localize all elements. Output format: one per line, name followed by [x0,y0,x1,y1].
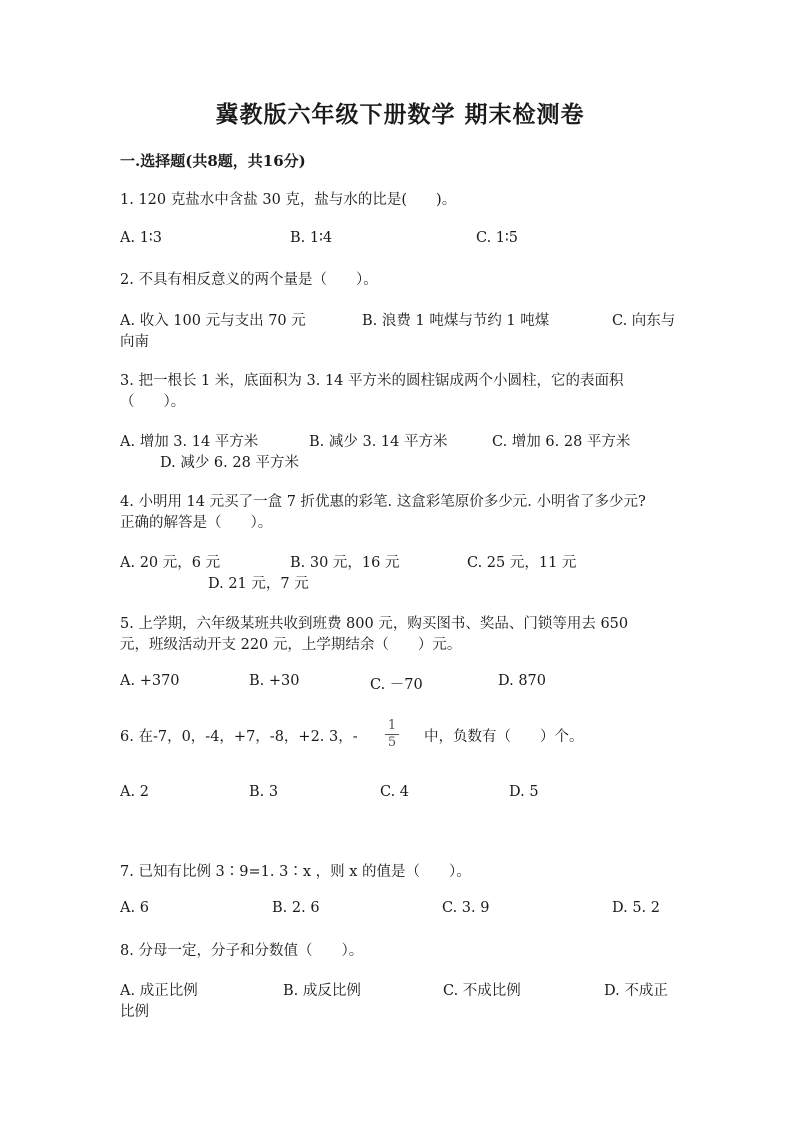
question-5: 5. 上学期，六年级某班共收到班费 800 元，购买图书、奖品、门锁等用去 650 [120,616,629,632]
q8-option-b: B. 成反比例 [283,983,361,999]
q7-option-a: A. 6 [120,900,149,916]
q1-option-a: A. 1∶3 [120,230,162,246]
q2-option-b: B. 浪费 1 吨煤与节约 1 吨煤 [362,313,550,329]
question-6-tail: 中，负数有（ ）个。 [424,729,584,745]
question-4-line-2: 正确的解答是（ ）。 [120,515,273,531]
q8-option-d-continued: 比例 [120,1004,149,1020]
question-5-line-2: 元，班级活动开支 220 元，上学期结余（ ）元。 [120,637,462,653]
q8-option-c: C. 不成比例 [443,983,521,999]
q8-option-d: D. 不成正 [604,983,668,999]
q6-option-c: C. 4 [380,784,410,800]
q3-option-d: D. 减少 6. 28 平方米 [160,455,299,471]
q5-option-c: C. －70 [370,677,423,693]
q5-option-d: D. 870 [498,673,547,689]
q5-option-a: A. +370 [120,673,180,689]
question-8: 8. 分母一定，分子和分数值（ ）。 [120,943,364,959]
q3-option-b: B. 减少 3. 14 平方米 [309,434,448,450]
q4-option-c: C. 25 元，11 元 [467,555,577,571]
q3-option-c: C. 增加 6. 28 平方米 [492,434,631,450]
question-2: 2. 不具有相反意义的两个量是（ ）。 [120,272,378,288]
q2-option-a: A. 收入 100 元与支出 70 元 [120,313,306,329]
q2-option-c-continued: 向南 [120,334,149,350]
question-4: 4. 小明用 14 元买了一盒 7 折优惠的彩笔. 这盒彩笔原价多少元. 小明省了多少元? [120,494,646,510]
fraction-one-fifth [384,718,400,751]
q1-option-b: B. 1∶4 [290,230,333,246]
question-7: 7. 已知有比例 3∶9=1. 3∶x ，则 x 的值是（ ）。 [120,864,471,880]
q3-option-a: A. 增加 3. 14 平方米 [120,434,259,450]
q5-option-b: B. +30 [249,673,300,689]
q1-option-c: C. 1∶5 [476,230,519,246]
fraction-numerator: 1 [387,718,397,733]
q4-option-d: D. 21 元，7 元 [208,576,309,592]
q7-option-b: B. 2. 6 [272,900,320,916]
q6-option-a: A. 2 [120,784,149,800]
page-title: 冀教版六年级下册数学 期末检测卷 [215,101,585,128]
question-6: 6. 在-7，0，-4，+7，-8，+2. 3，- [120,729,358,745]
q4-option-b: B. 30 元，16 元 [290,555,400,571]
q7-option-c: C. 3. 9 [442,900,490,916]
question-3-line-2: （ ）。 [120,394,186,410]
q4-option-a: A. 20 元，6 元 [120,555,221,571]
question-3: 3. 把一根长 1 米，底面积为 3. 14 平方米的圆柱锯成两个小圆柱，它的表面积 [120,373,624,389]
q2-option-c: C. 向东与 [612,313,676,329]
section-heading: 一.选择题(共8题，共16分) [120,152,306,170]
q8-option-a: A. 成正比例 [120,983,198,999]
q6-option-b: B. 3 [249,784,279,800]
fraction-denominator: 5 [387,735,397,750]
q6-option-d: D. 5 [509,784,539,800]
q7-option-d: D. 5. 2 [612,900,660,916]
question-1: 1. 120 克盐水中含盐 30 克，盐与水的比是( )。 [120,192,457,208]
